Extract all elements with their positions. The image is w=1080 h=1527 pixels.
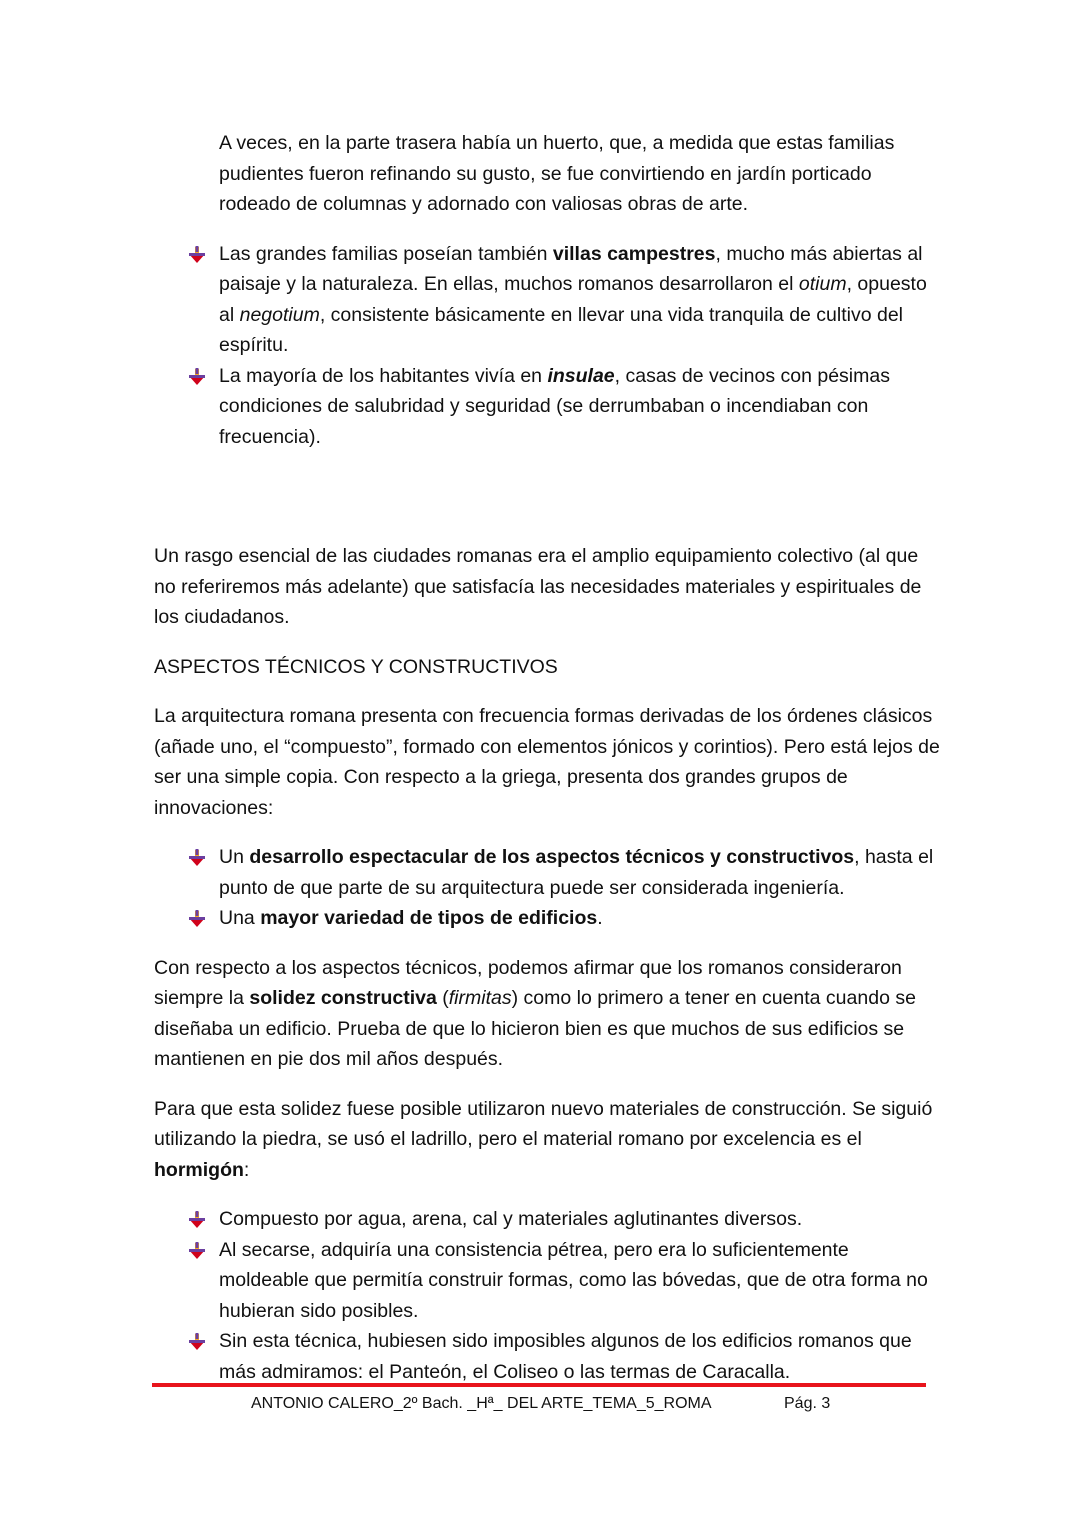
arrow-down-bullet-icon bbox=[187, 849, 207, 867]
list-item-tecnica: Sin esta técnica, hubiesen sido imposibles algunos de los edificios romanos que más admiramos: el Panteón, el Coliseo o las termas de Caracalla. bbox=[154, 1326, 944, 1387]
paragraph-materiales: Para que esta solidez fuese posible utilizaron nuevo materiales de construcción. Se siguió utilizando la piedra, se usó el ladrillo, pero el material romano por excelencia es el hormigón: bbox=[154, 1097, 933, 1181]
footer-title: ANTONIO CALERO_2º Bach. _Hª_ DEL ARTE_TEMA_5_ROMA bbox=[251, 1395, 712, 1412]
arrow-down-bullet-icon bbox=[187, 910, 207, 928]
footer-rule bbox=[152, 1383, 926, 1387]
innovations-list bbox=[154, 842, 944, 934]
paragraph-huerto: A veces, en la parte trasera había un huerto, que, a medida que estas familias pudientes fueron refinando su gusto, se fue convirtiendo en jardín porticado rodeado de columnas y adornado con valiosas obras de arte. bbox=[219, 132, 895, 215]
page-content bbox=[154, 128, 944, 1406]
arrow-down-bullet-icon bbox=[187, 1242, 207, 1260]
list-item-desarrollo: Un desarrollo espectacular de los aspectos técnicos y constructivos, hasta el punto de que parte de su arquitectura puede ser considerada ingeniería. bbox=[154, 842, 944, 903]
list-item-insulae: La mayoría de los habitantes vivía en insulae, casas de vecinos con pésimas condiciones de salubridad y seguridad (se derrumbaban o incendiaban con frecuencia). bbox=[154, 361, 944, 453]
paragraph-arquitectura: La arquitectura romana presenta con frecuencia formas derivadas de los órdenes clásicos (añade uno, el “compuesto”, formado con elementos jónicos y corintios). Pero está lejos de ser una simple copia. Con respecto a la griega, presenta dos grandes grupos de innovaciones: bbox=[154, 705, 940, 819]
arrow-down-bullet-icon bbox=[187, 1333, 207, 1351]
section-heading: ASPECTOS TÉCNICOS Y CONSTRUCTIVOS bbox=[154, 655, 558, 678]
list-item-variedad: Una mayor variedad de tipos de edificios. bbox=[154, 903, 944, 934]
arrow-down-bullet-icon bbox=[187, 368, 207, 386]
paragraph-equipamiento: Un rasgo esencial de las ciudades romanas era el amplio equipamiento colectivo (al que no referiremos más adelante) que satisfacía las necesidades materiales y espirituales de los ciudadanos. bbox=[154, 545, 922, 628]
arrow-down-bullet-icon bbox=[187, 1211, 207, 1229]
spacer bbox=[154, 471, 944, 541]
page-number: Pág. 3 bbox=[784, 1395, 831, 1412]
list-item-villas: Las grandes familias poseían también villas campestres, mucho más abiertas al paisaje y la naturaleza. En ellas, muchos romanos desarrollaron el otium, opuesto al negotium, consistente básicamente en llevar una vida tranquila de cultivo del espíritu. bbox=[154, 239, 944, 361]
list-item-secarse: Al secarse, adquiría una consistencia pétrea, pero era lo suficientemente moldeable que permitía construir formas, como las bóvedas, que de otra forma no hubieran sido posibles. bbox=[154, 1235, 944, 1327]
hormigon-list bbox=[154, 1204, 944, 1387]
arrow-down-bullet-icon bbox=[187, 246, 207, 264]
housing-list bbox=[154, 239, 944, 453]
paragraph-solidez: Con respecto a los aspectos técnicos, podemos afirmar que los romanos consideraron siempre la solidez constructiva (firmitas) como lo primero a tener en cuenta cuando se diseñaba un edificio. Prueba de que lo hicieron bien es que muchos de sus edificios se mantienen en pie dos mil años después. bbox=[154, 956, 916, 1070]
list-item-compuesto: Compuesto por agua, arena, cal y materiales aglutinantes diversos. bbox=[154, 1204, 944, 1235]
